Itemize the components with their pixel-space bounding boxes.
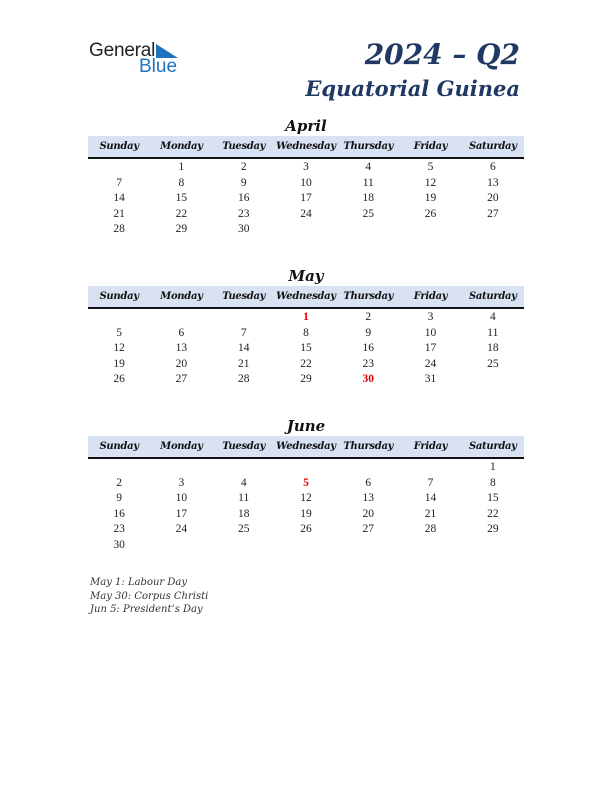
day-cell: 28 bbox=[424, 523, 437, 535]
week-row bbox=[88, 326, 524, 342]
weekday-header bbox=[88, 136, 524, 159]
weekday-label: Saturday bbox=[468, 441, 517, 452]
empty-day-cell bbox=[213, 310, 275, 326]
day-cell: 3 bbox=[178, 476, 185, 489]
logo-word-general: General bbox=[89, 40, 156, 61]
empty-day-cell bbox=[399, 222, 461, 238]
day-cell: 13 bbox=[175, 342, 188, 354]
day-cell: 11 bbox=[238, 492, 250, 504]
day-cell: 18 bbox=[362, 192, 375, 204]
weekday-label: Thursday bbox=[343, 141, 394, 152]
day-cell: 13 bbox=[362, 492, 375, 504]
weekday-label: Sunday bbox=[99, 141, 139, 152]
day-cell: 6 bbox=[365, 476, 372, 489]
holiday-note: May 30: Corpus Christi bbox=[90, 590, 209, 602]
weekday-label: Thursday bbox=[343, 441, 394, 452]
day-cell: 17 bbox=[300, 192, 312, 204]
weekday-label: Friday bbox=[413, 441, 448, 452]
day-cell: 29 bbox=[487, 523, 499, 535]
day-cell: 14 bbox=[113, 192, 125, 204]
day-cell: 25 bbox=[487, 357, 499, 370]
day-cell: 30 bbox=[237, 223, 250, 235]
day-cell: 11 bbox=[487, 326, 499, 339]
weekday-label: Tuesday bbox=[222, 141, 266, 152]
day-cell: 22 bbox=[175, 207, 188, 220]
day-cell: 7 bbox=[116, 176, 123, 189]
weekday-label: Friday bbox=[413, 141, 448, 152]
day-cell: 2 bbox=[116, 476, 123, 489]
empty-day-cell bbox=[88, 160, 150, 176]
weekday-label: Sunday bbox=[99, 441, 139, 452]
day-cell: 6 bbox=[489, 161, 496, 173]
empty-day-cell bbox=[462, 372, 524, 388]
empty-day-cell bbox=[462, 222, 524, 238]
day-cell: 19 bbox=[113, 357, 125, 370]
day-cell: 30 bbox=[113, 538, 125, 551]
day-cell: 9 bbox=[240, 176, 247, 189]
day-cell: 19 bbox=[424, 192, 437, 204]
day-cell: 23 bbox=[362, 357, 375, 370]
day-cell: 30 bbox=[362, 373, 375, 385]
empty-day-cell bbox=[275, 538, 337, 554]
day-cell: 18 bbox=[487, 342, 499, 354]
empty-day-cell bbox=[150, 460, 212, 476]
day-cell: 17 bbox=[175, 507, 188, 520]
week-row bbox=[88, 372, 524, 388]
day-cell: 3 bbox=[303, 161, 309, 173]
holiday-note: May 1: Labour Day bbox=[90, 577, 187, 588]
weekday-label: Monday bbox=[160, 141, 203, 152]
day-cell: 20 bbox=[362, 507, 375, 520]
day-cell: 23 bbox=[237, 207, 250, 220]
day-cell: 15 bbox=[300, 342, 312, 354]
weekday-label: Saturday bbox=[468, 291, 517, 302]
weekday-label: Friday bbox=[413, 291, 448, 302]
weekday-header bbox=[88, 436, 524, 459]
week-row bbox=[88, 176, 524, 192]
day-cell: 21 bbox=[237, 357, 250, 370]
day-cell: 26 bbox=[113, 373, 125, 385]
week-row bbox=[88, 522, 524, 538]
weekday-label: Wednesday bbox=[276, 291, 336, 302]
day-cell: 29 bbox=[175, 223, 188, 235]
week-row bbox=[88, 357, 524, 373]
day-grid bbox=[88, 459, 524, 553]
day-cell: 29 bbox=[300, 373, 312, 385]
day-cell: 28 bbox=[237, 373, 250, 385]
month-april bbox=[88, 116, 524, 238]
empty-day-cell bbox=[337, 460, 399, 476]
day-cell: 1 bbox=[303, 311, 309, 323]
day-grid bbox=[88, 309, 524, 388]
day-cell: 1 bbox=[178, 161, 185, 173]
page-title: 2024 – Q2 bbox=[364, 38, 520, 71]
day-cell: 15 bbox=[175, 192, 188, 204]
day-cell: 5 bbox=[427, 161, 434, 173]
week-row bbox=[88, 191, 524, 207]
empty-day-cell bbox=[462, 538, 524, 554]
day-cell: 25 bbox=[362, 207, 375, 220]
day-cell: 26 bbox=[424, 207, 437, 220]
day-cell: 26 bbox=[300, 523, 312, 535]
day-cell: 19 bbox=[300, 507, 312, 520]
empty-day-cell bbox=[88, 460, 150, 476]
day-cell: 2 bbox=[365, 311, 372, 323]
day-cell: 14 bbox=[424, 492, 437, 504]
empty-day-cell bbox=[275, 222, 337, 238]
weekday-label: Saturday bbox=[468, 141, 517, 152]
day-cell: 24 bbox=[424, 357, 437, 370]
day-cell: 16 bbox=[237, 192, 250, 204]
day-cell: 4 bbox=[365, 161, 372, 173]
day-cell: 11 bbox=[362, 176, 374, 189]
day-cell: 10 bbox=[424, 326, 437, 339]
day-cell: 21 bbox=[113, 207, 125, 220]
day-grid bbox=[88, 159, 524, 238]
day-cell: 16 bbox=[113, 507, 125, 520]
empty-day-cell bbox=[150, 538, 212, 554]
empty-day-cell bbox=[399, 460, 461, 476]
day-cell: 9 bbox=[365, 326, 372, 339]
empty-day-cell bbox=[88, 310, 150, 326]
weekday-header bbox=[88, 286, 524, 309]
empty-day-cell bbox=[213, 460, 275, 476]
week-row bbox=[88, 160, 524, 176]
day-cell: 7 bbox=[427, 476, 434, 489]
day-cell: 27 bbox=[362, 523, 375, 535]
day-cell: 20 bbox=[175, 357, 188, 370]
week-row bbox=[88, 460, 524, 476]
weekday-label: Thursday bbox=[343, 291, 394, 302]
day-cell: 28 bbox=[113, 223, 125, 235]
holiday-note: Jun 5: President’s Day bbox=[90, 604, 203, 615]
day-cell: 23 bbox=[113, 523, 125, 535]
month-may bbox=[88, 266, 524, 388]
month-name: May bbox=[288, 267, 324, 285]
day-cell: 8 bbox=[489, 476, 496, 489]
week-row bbox=[88, 476, 524, 492]
month-name: June bbox=[286, 417, 326, 435]
empty-day-cell bbox=[399, 538, 461, 554]
logo-word-blue: Blue bbox=[139, 56, 178, 77]
country-subtitle: Equatorial Guinea bbox=[305, 76, 520, 101]
holiday-notes bbox=[90, 576, 208, 617]
day-cell: 10 bbox=[300, 176, 312, 189]
weekday-label: Monday bbox=[160, 441, 203, 452]
week-row bbox=[88, 491, 524, 507]
month-june bbox=[88, 416, 524, 553]
day-cell: 20 bbox=[487, 192, 499, 204]
day-cell: 6 bbox=[178, 326, 185, 339]
empty-day-cell bbox=[275, 460, 337, 476]
day-cell: 10 bbox=[175, 492, 188, 504]
day-cell: 5 bbox=[116, 326, 123, 339]
week-row bbox=[88, 341, 524, 357]
empty-day-cell bbox=[213, 538, 275, 554]
day-cell: 3 bbox=[427, 311, 434, 323]
empty-day-cell bbox=[337, 538, 399, 554]
week-row bbox=[88, 310, 524, 326]
day-cell: 24 bbox=[175, 523, 188, 535]
day-cell: 12 bbox=[113, 342, 125, 354]
day-cell: 8 bbox=[178, 176, 185, 189]
weekday-label: Wednesday bbox=[276, 141, 336, 152]
month-name: April bbox=[285, 117, 327, 135]
day-cell: 24 bbox=[300, 207, 312, 220]
day-cell: 8 bbox=[303, 326, 309, 339]
day-cell: 27 bbox=[175, 373, 188, 385]
day-cell: 22 bbox=[300, 357, 312, 370]
day-cell: 12 bbox=[300, 492, 312, 504]
weekday-label: Monday bbox=[160, 291, 203, 302]
day-cell: 13 bbox=[487, 176, 499, 189]
day-cell: 12 bbox=[424, 176, 437, 189]
day-cell: 22 bbox=[487, 507, 499, 520]
day-cell: 4 bbox=[240, 476, 247, 489]
week-row bbox=[88, 538, 524, 554]
day-cell: 31 bbox=[424, 373, 437, 385]
weekday-label: Sunday bbox=[99, 291, 139, 302]
day-cell: 18 bbox=[237, 507, 250, 520]
empty-day-cell bbox=[337, 222, 399, 238]
day-cell: 2 bbox=[240, 161, 247, 173]
week-row bbox=[88, 222, 524, 238]
weekday-label: Wednesday bbox=[276, 441, 336, 452]
day-cell: 15 bbox=[487, 492, 499, 504]
day-cell: 16 bbox=[362, 342, 375, 354]
day-cell: 1 bbox=[489, 461, 496, 473]
day-cell: 9 bbox=[116, 492, 123, 504]
empty-day-cell bbox=[150, 310, 212, 326]
day-cell: 4 bbox=[489, 311, 496, 323]
day-cell: 21 bbox=[424, 507, 437, 520]
day-cell: 14 bbox=[237, 342, 250, 354]
day-cell: 25 bbox=[237, 523, 250, 535]
day-cell: 17 bbox=[424, 342, 437, 354]
day-cell: 27 bbox=[487, 207, 499, 220]
day-cell: 7 bbox=[240, 326, 247, 339]
week-row bbox=[88, 507, 524, 523]
week-row bbox=[88, 207, 524, 223]
weekday-label: Tuesday bbox=[222, 291, 266, 302]
weekday-label: Tuesday bbox=[222, 441, 266, 452]
day-cell: 5 bbox=[303, 476, 309, 489]
logo bbox=[89, 40, 209, 80]
